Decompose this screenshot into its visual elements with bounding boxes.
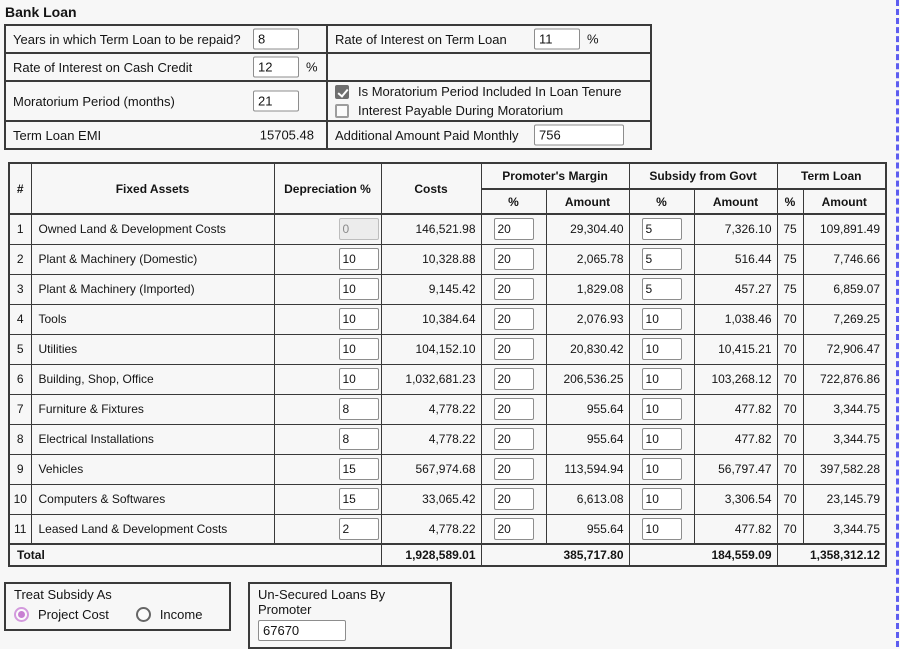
asset-row (9, 304, 886, 334)
asset-tl-pct: 75 (777, 274, 803, 304)
subsidy-pct-input[interactable] (642, 458, 682, 480)
asset-dep-cell (274, 334, 381, 364)
asset-sg-amount: 3,306.54 (694, 484, 777, 514)
asset-dep-cell (274, 514, 381, 544)
asset-costs: 567,974.68 (381, 454, 481, 484)
asset-pm-cell (481, 364, 546, 394)
additional-cell (327, 121, 651, 149)
asset-sg-amount: 477.82 (694, 424, 777, 454)
asset-tl-amount: 6,859.07 (803, 274, 886, 304)
rate-cc-label: Rate of Interest on Cash Credit (13, 59, 193, 75)
asset-row (9, 364, 886, 394)
page-edge-dashed-line (896, 0, 899, 647)
depreciation-input[interactable] (339, 488, 379, 510)
rate-term-label: Rate of Interest on Term Loan (335, 31, 507, 47)
depreciation-input[interactable] (339, 368, 379, 390)
asset-dep-cell (274, 364, 381, 394)
promoter-margin-pct-input[interactable] (494, 398, 534, 420)
asset-pm-cell (481, 394, 546, 424)
asset-sg-amount: 457.27 (694, 274, 777, 304)
asset-name: Plant & Machinery (Domestic) (31, 244, 274, 274)
unsecured-loans-input[interactable] (258, 620, 346, 641)
depreciation-input[interactable] (339, 518, 379, 540)
asset-num: 1 (9, 214, 31, 244)
asset-row (9, 244, 886, 274)
asset-pm-amount: 955.64 (546, 514, 629, 544)
depreciation-input[interactable] (339, 248, 379, 270)
col-header-tl-pct: % (777, 189, 803, 214)
asset-pm-cell (481, 244, 546, 274)
asset-name: Electrical Installations (31, 424, 274, 454)
rate-term-unit: % (587, 31, 599, 47)
promoter-margin-pct-input[interactable] (494, 518, 534, 540)
moratorium-included-label: Is Moratorium Period Included In Loan Tenure (358, 84, 622, 99)
promoter-margin-pct-input[interactable] (494, 458, 534, 480)
asset-sg-cell (629, 214, 694, 244)
asset-pm-cell (481, 484, 546, 514)
total-sg-amount: 184,559.09 (629, 544, 777, 566)
fixed-assets-table (8, 162, 887, 567)
additional-label: Additional Amount Paid Monthly (335, 127, 519, 143)
asset-tl-pct: 70 (777, 394, 803, 424)
asset-tl-pct: 70 (777, 364, 803, 394)
asset-tl-pct: 70 (777, 484, 803, 514)
asset-sg-cell (629, 334, 694, 364)
years-label: Years in which Term Loan to be repaid? (13, 31, 241, 47)
subsidy-pct-input[interactable] (642, 338, 682, 360)
asset-costs: 4,778.22 (381, 514, 481, 544)
asset-dep-cell (274, 454, 381, 484)
asset-sg-cell (629, 454, 694, 484)
promoter-margin-pct-input[interactable] (494, 248, 534, 270)
asset-tl-amount: 3,344.75 (803, 424, 886, 454)
asset-tl-amount: 3,344.75 (803, 394, 886, 424)
asset-num: 5 (9, 334, 31, 364)
moratorium-label: Moratorium Period (months) (13, 93, 175, 109)
asset-name: Vehicles (31, 454, 274, 484)
col-header-sg-pct: % (629, 189, 694, 214)
income-radio[interactable] (136, 607, 151, 622)
promoter-margin-pct-input[interactable] (494, 338, 534, 360)
asset-pm-amount: 113,594.94 (546, 454, 629, 484)
asset-num: 2 (9, 244, 31, 274)
col-header-num: # (9, 163, 31, 214)
total-label: Total (9, 544, 381, 566)
years-cell (5, 25, 327, 53)
years-input[interactable] (253, 29, 299, 50)
promoter-margin-pct-input[interactable] (494, 368, 534, 390)
asset-num: 3 (9, 274, 31, 304)
emi-value: 15705.48 (259, 127, 314, 143)
col-header-promoters-margin: Promoter's Margin (481, 163, 629, 189)
asset-pm-cell (481, 304, 546, 334)
asset-dep-cell (274, 214, 381, 244)
subsidy-pct-input[interactable] (642, 488, 682, 510)
bottom-section (4, 582, 900, 649)
asset-sg-amount: 477.82 (694, 394, 777, 424)
asset-pm-amount: 206,536.25 (546, 364, 629, 394)
asset-row (9, 484, 886, 514)
treat-subsidy-box (4, 582, 231, 631)
asset-tl-amount: 109,891.49 (803, 214, 886, 244)
unsecured-loans-label: Un-Secured Loans By Promoter (258, 587, 386, 617)
income-label: Income (159, 607, 203, 622)
col-header-tl-amount: Amount (803, 189, 886, 214)
asset-sg-cell (629, 364, 694, 394)
asset-costs: 9,145.42 (381, 274, 481, 304)
asset-tl-amount: 23,145.79 (803, 484, 886, 514)
total-costs: 1,928,589.01 (381, 544, 481, 566)
promoter-margin-pct-input[interactable] (494, 428, 534, 450)
asset-num: 8 (9, 424, 31, 454)
col-header-term-loan: Term Loan (777, 163, 886, 189)
asset-sg-cell (629, 244, 694, 274)
asset-tl-amount: 72,906.47 (803, 334, 886, 364)
asset-pm-cell (481, 424, 546, 454)
asset-tl-amount: 7,269.25 (803, 304, 886, 334)
rate-cc-input[interactable] (253, 57, 299, 78)
asset-row (9, 454, 886, 484)
asset-pm-cell (481, 514, 546, 544)
asset-pm-amount: 29,304.40 (546, 214, 629, 244)
asset-num: 7 (9, 394, 31, 424)
asset-name: Plant & Machinery (Imported) (31, 274, 274, 304)
asset-row (9, 214, 886, 244)
additional-input[interactable] (534, 125, 624, 146)
asset-name: Owned Land & Development Costs (31, 214, 274, 244)
rate-term-cell (327, 25, 651, 53)
subsidy-pct-input[interactable] (642, 218, 682, 240)
asset-dep-cell (274, 484, 381, 514)
asset-tl-amount: 397,582.28 (803, 454, 886, 484)
asset-name: Furniture & Fixtures (31, 394, 274, 424)
rate-term-input[interactable] (534, 29, 580, 50)
col-header-fixed-assets: Fixed Assets (31, 163, 274, 214)
asset-sg-cell (629, 304, 694, 334)
rate-cc-unit: % (306, 59, 318, 75)
asset-pm-amount: 955.64 (546, 424, 629, 454)
asset-sg-amount: 56,797.47 (694, 454, 777, 484)
subsidy-pct-input[interactable] (642, 518, 682, 540)
depreciation-input[interactable] (339, 278, 379, 300)
asset-row (9, 394, 886, 424)
asset-pm-cell (481, 454, 546, 484)
asset-sg-amount: 7,326.10 (694, 214, 777, 244)
assets-table-body (9, 214, 886, 544)
asset-tl-pct: 70 (777, 424, 803, 454)
emi-label: Term Loan EMI (13, 127, 102, 143)
asset-pm-amount: 20,830.42 (546, 334, 629, 364)
promoter-margin-pct-input[interactable] (494, 488, 534, 510)
asset-tl-pct: 70 (777, 334, 803, 364)
asset-dep-cell (274, 244, 381, 274)
asset-tl-pct: 70 (777, 514, 803, 544)
asset-costs: 10,328.88 (381, 244, 481, 274)
project-cost-label: Project Cost (38, 607, 109, 622)
col-header-pm-amount: Amount (546, 189, 629, 214)
asset-row (9, 334, 886, 364)
col-header-subsidy: Subsidy from Govt (629, 163, 777, 189)
total-tl-amount: 1,358,312.12 (777, 544, 886, 566)
asset-sg-amount: 477.82 (694, 514, 777, 544)
col-header-costs: Costs (381, 163, 481, 214)
asset-pm-cell (481, 214, 546, 244)
asset-tl-amount: 7,746.66 (803, 244, 886, 274)
asset-num: 10 (9, 484, 31, 514)
moratorium-included-checkbox[interactable] (335, 85, 349, 99)
asset-costs: 146,521.98 (381, 214, 481, 244)
project-cost-radio[interactable] (14, 607, 29, 622)
asset-row (9, 424, 886, 454)
subsidy-pct-input[interactable] (642, 368, 682, 390)
asset-sg-cell (629, 514, 694, 544)
subsidy-pct-input[interactable] (642, 398, 682, 420)
asset-num: 11 (9, 514, 31, 544)
moratorium-input[interactable] (253, 91, 299, 112)
promoter-margin-pct-input[interactable] (494, 218, 534, 240)
asset-name: Computers & Softwares (31, 484, 274, 514)
asset-sg-amount: 1,038.46 (694, 304, 777, 334)
asset-sg-cell (629, 394, 694, 424)
asset-costs: 33,065.42 (381, 484, 481, 514)
total-pm-amount: 385,717.80 (481, 544, 629, 566)
asset-tl-pct: 70 (777, 304, 803, 334)
depreciation-input[interactable] (339, 398, 379, 420)
col-header-sg-amount: Amount (694, 189, 777, 214)
asset-dep-cell (274, 274, 381, 304)
asset-costs: 104,152.10 (381, 334, 481, 364)
unsecured-loans-box (248, 582, 452, 649)
moratorium-options-cell (327, 81, 651, 121)
interest-payable-checkbox[interactable] (335, 104, 349, 118)
depreciation-input[interactable] (339, 308, 379, 330)
asset-row (9, 274, 886, 304)
col-header-pm-pct: % (481, 189, 546, 214)
asset-costs: 4,778.22 (381, 424, 481, 454)
subsidy-pct-input[interactable] (642, 428, 682, 450)
asset-sg-cell (629, 484, 694, 514)
asset-name: Building, Shop, Office (31, 364, 274, 394)
asset-tl-amount: 3,344.75 (803, 514, 886, 544)
depreciation-input[interactable] (339, 218, 379, 240)
asset-num: 4 (9, 304, 31, 334)
interest-payable-label: Interest Payable During Moratorium (358, 103, 564, 118)
asset-name: Utilities (31, 334, 274, 364)
asset-sg-amount: 10,415.21 (694, 334, 777, 364)
page-title: Bank Loan (5, 4, 77, 20)
loan-parameters-table (4, 24, 652, 150)
asset-costs: 1,032,681.23 (381, 364, 481, 394)
asset-pm-cell (481, 334, 546, 364)
emi-cell (5, 121, 327, 149)
promoter-margin-pct-input[interactable] (494, 308, 534, 330)
asset-pm-amount: 1,829.08 (546, 274, 629, 304)
asset-dep-cell (274, 424, 381, 454)
col-header-depreciation: Depreciation % (274, 163, 381, 214)
asset-pm-amount: 955.64 (546, 394, 629, 424)
depreciation-input[interactable] (339, 458, 379, 480)
empty-cell (327, 53, 651, 81)
asset-pm-amount: 2,076.93 (546, 304, 629, 334)
asset-costs: 10,384.64 (381, 304, 481, 334)
asset-row (9, 514, 886, 544)
total-row (9, 544, 886, 566)
treat-subsidy-label: Treat Subsidy As (14, 587, 112, 602)
asset-pm-amount: 6,613.08 (546, 484, 629, 514)
asset-pm-amount: 2,065.78 (546, 244, 629, 274)
asset-tl-amount: 722,876.86 (803, 364, 886, 394)
asset-sg-cell (629, 274, 694, 304)
asset-name: Tools (31, 304, 274, 334)
asset-dep-cell (274, 304, 381, 334)
asset-pm-cell (481, 274, 546, 304)
asset-costs: 4,778.22 (381, 394, 481, 424)
subsidy-pct-input[interactable] (642, 308, 682, 330)
moratorium-cell (5, 81, 327, 121)
asset-tl-pct: 70 (777, 454, 803, 484)
depreciation-input[interactable] (339, 428, 379, 450)
subsidy-pct-input[interactable] (642, 248, 682, 270)
asset-num: 9 (9, 454, 31, 484)
subsidy-pct-input[interactable] (642, 278, 682, 300)
asset-tl-pct: 75 (777, 244, 803, 274)
rate-cc-cell (5, 53, 327, 81)
asset-num: 6 (9, 364, 31, 394)
asset-sg-cell (629, 424, 694, 454)
asset-sg-amount: 103,268.12 (694, 364, 777, 394)
asset-dep-cell (274, 394, 381, 424)
depreciation-input[interactable] (339, 338, 379, 360)
asset-sg-amount: 516.44 (694, 244, 777, 274)
asset-tl-pct: 75 (777, 214, 803, 244)
asset-name: Leased Land & Development Costs (31, 514, 274, 544)
promoter-margin-pct-input[interactable] (494, 278, 534, 300)
